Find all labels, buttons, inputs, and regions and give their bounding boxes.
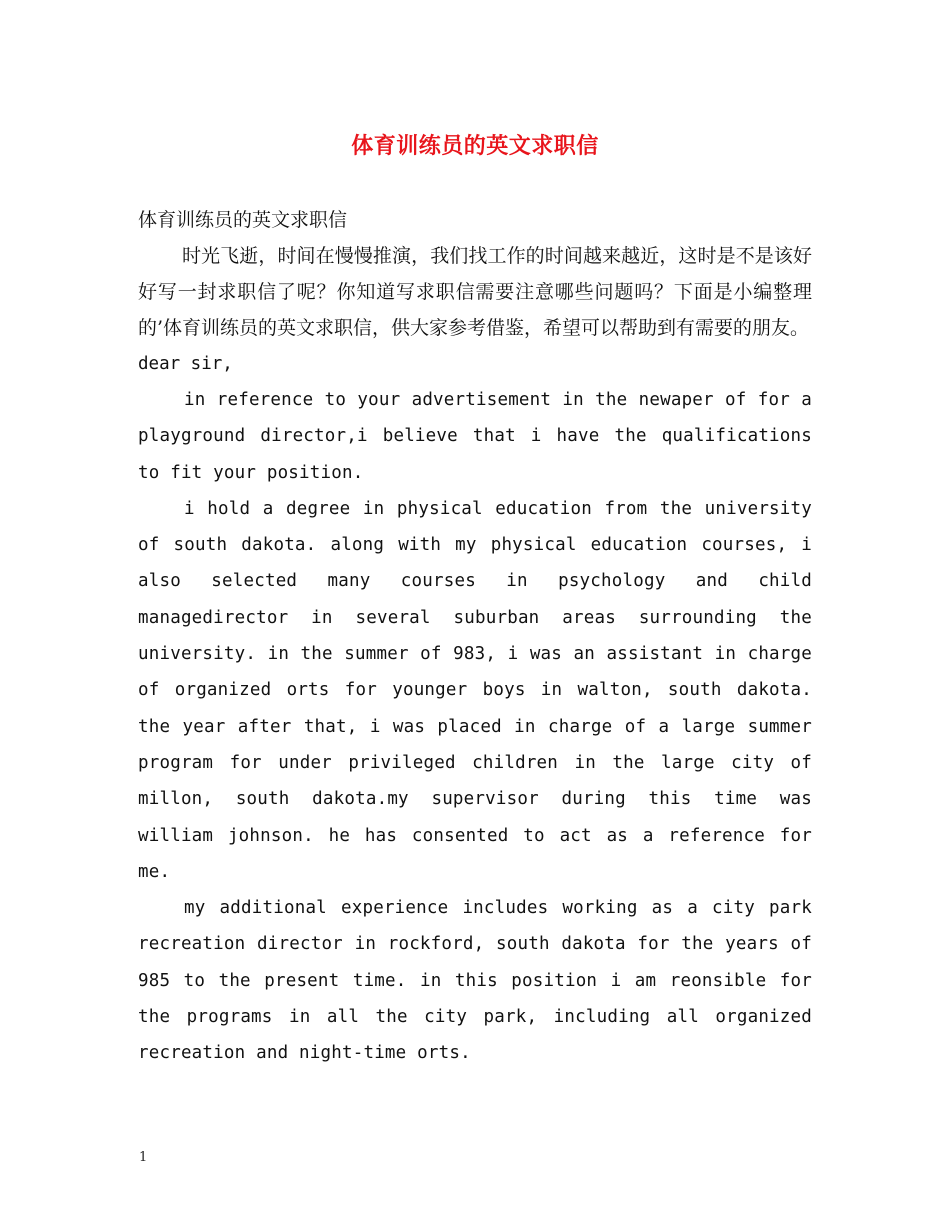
- document-subtitle: 体育训练员的英文求职信: [138, 209, 348, 231]
- document-body: [138, 202, 812, 1072]
- letter-paragraph-2: i hold a degree in physical education from the university of south dakota. along with my physical education courses, i also selected many courses in psychology and child managedirector in several suburban areas surrounding the university. in the summer of 983, i was an assistant in charge of organized orts for younger boys in walton, south dakota. the year after that, i was placed in charge of a large summer program for under privileged children in the large city of millon, south dakota.my supervisor during this time was william johnson. he has consented to act as a reference for me.: [138, 498, 812, 882]
- letter-paragraph-1: in reference to your advertisement in the newaper of for a playground director,i believe that i have the qualifications to fit your position.: [138, 390, 812, 483]
- intro-paragraph: 时光飞逝，时间在慢慢推演，我们找工作的时间越来越近，这时是不是该好好写一封求职信了呢？你知道写求职信需要注意哪些问题吗？下面是小编整理的’体育训练员的英文求职信，供大家参考借鉴，希望可以帮助到有需要的朋友。: [138, 245, 812, 339]
- letter-salutation: dear sir,: [138, 354, 233, 374]
- document-title: 体育训练员的英文求职信: [351, 133, 599, 159]
- page-number: 1: [139, 1150, 148, 1165]
- letter-paragraph-3: my additional experience includes working as a city park recreation director in rockford, south dakota for the years of 985 to the present time. in this position i am reonsible for the programs in all the city park, including all organized recreation and night-time orts.: [138, 898, 812, 1064]
